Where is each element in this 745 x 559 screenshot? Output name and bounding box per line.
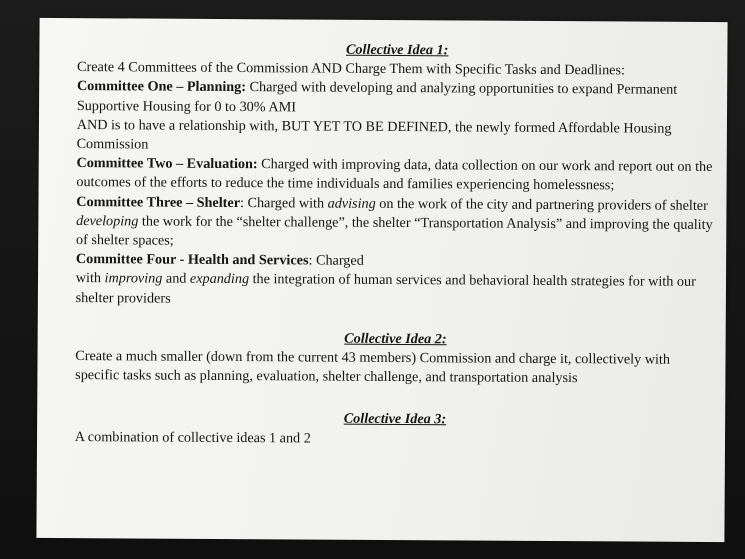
committee-three-em-advising: advising [327,195,376,212]
committee-four-text-c: and [162,271,191,288]
idea-1-intro: Create 4 Committees of the Commission AND Charge Them with Specific Tasks and Deadlines: [77,59,626,79]
committee-four-body [76,269,716,311]
committee-four-em-expanding: expanding [189,271,250,288]
committee-four-title: Committee Four - Health and Services [75,251,309,269]
committee-one [77,77,717,119]
idea-2-heading: Collective Idea 2: [344,330,447,348]
committee-three-text-c: the work for the “shelter challenge”, the shelter “Transportation Analysis” and improving the quality of shelter spaces; [75,213,713,249]
committee-four-text-d: the integration of human services and behavioral health strategies for with our shelter providers [75,271,696,307]
idea-3-text: A combination of collective ideas 1 and 2 [74,428,311,447]
committee-two-title: Committee Two – Evaluation: [76,155,258,173]
committee-three-text-b: on the work of the city and partnering providers of shelter [375,195,708,214]
committee-three-title: Committee Three – Shelter [76,193,241,211]
committee-three-text-a: : Charged with [239,194,328,212]
committee-two [76,154,716,196]
committee-one-title: Committee One – Planning: [76,78,247,96]
committee-one-relationship: AND is to have a relationship with, BUT YET TO BE DEFINED, the newly formed Affordable Housing Commission [76,116,672,153]
idea-2-text: Create a much smaller (down from the current 43 members) Commission and charge it, collectively with specific tasks such as planning, evaluation, shelter challenge, and transportation analysis [75,348,671,387]
committee-three [76,193,716,255]
document-text [75,39,717,451]
committee-four-text-b: with [75,270,105,287]
committee-four-text-a: : Charged [308,252,364,270]
committee-two-text: Charged with improving data, data collection on our work and report out on the outcomes of the efforts to reduce the time individuals and families experiencing homelessness; [76,156,713,194]
idea-1-heading: Collective Idea 1: [345,41,449,59]
committee-four-em-improving: improving [104,270,163,288]
committee-three-em-developing: developing [76,212,139,230]
committee-one-text: Charged with developing and analyzing opportunities to expand Permanent Supportive Housing for 0 to 30% AMI [76,79,678,115]
idea-3-heading: Collective Idea 3: [343,411,447,428]
